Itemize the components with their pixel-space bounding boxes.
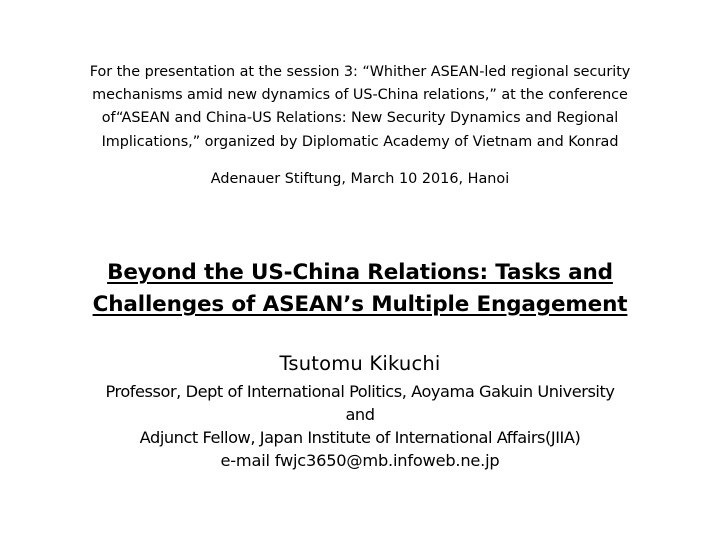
author-affiliation-secondary: Adjunct Fellow, Japan Institute of International Affairs(JIIA) — [139, 428, 581, 447]
page-title — [60, 257, 660, 321]
author-affiliation-primary: Professor, Dept of International Politics, Aoyama Gakuin University — [105, 382, 615, 401]
occasion-venue-date: Adenauer Stiftung, March 10 2016, Hanoi — [210, 170, 510, 187]
occasion-description: For the presentation at the session 3: “Whither ASEAN-led regional security mechanisms amid new dynamics of US-China relations,” at the conference of“ASEAN and China-US Relations: New Security Dynamics and Regional Implications,” organized by Diplomatic Academy of Vietnam and Konrad — [89, 64, 631, 150]
author-name: Tsutomu Kikuchi — [279, 352, 441, 375]
title-line-2: Challenges of ASEAN’s Multiple Engagement — [92, 292, 628, 317]
author-block — [60, 351, 660, 472]
author-email: e-mail fwjc3650@mb.infoweb.ne.jp — [220, 451, 500, 470]
title-line-1: Beyond the US-China Relations: Tasks and — [107, 260, 613, 285]
author-affiliation-conjunction: and — [345, 405, 375, 424]
occasion-block — [72, 61, 648, 191]
